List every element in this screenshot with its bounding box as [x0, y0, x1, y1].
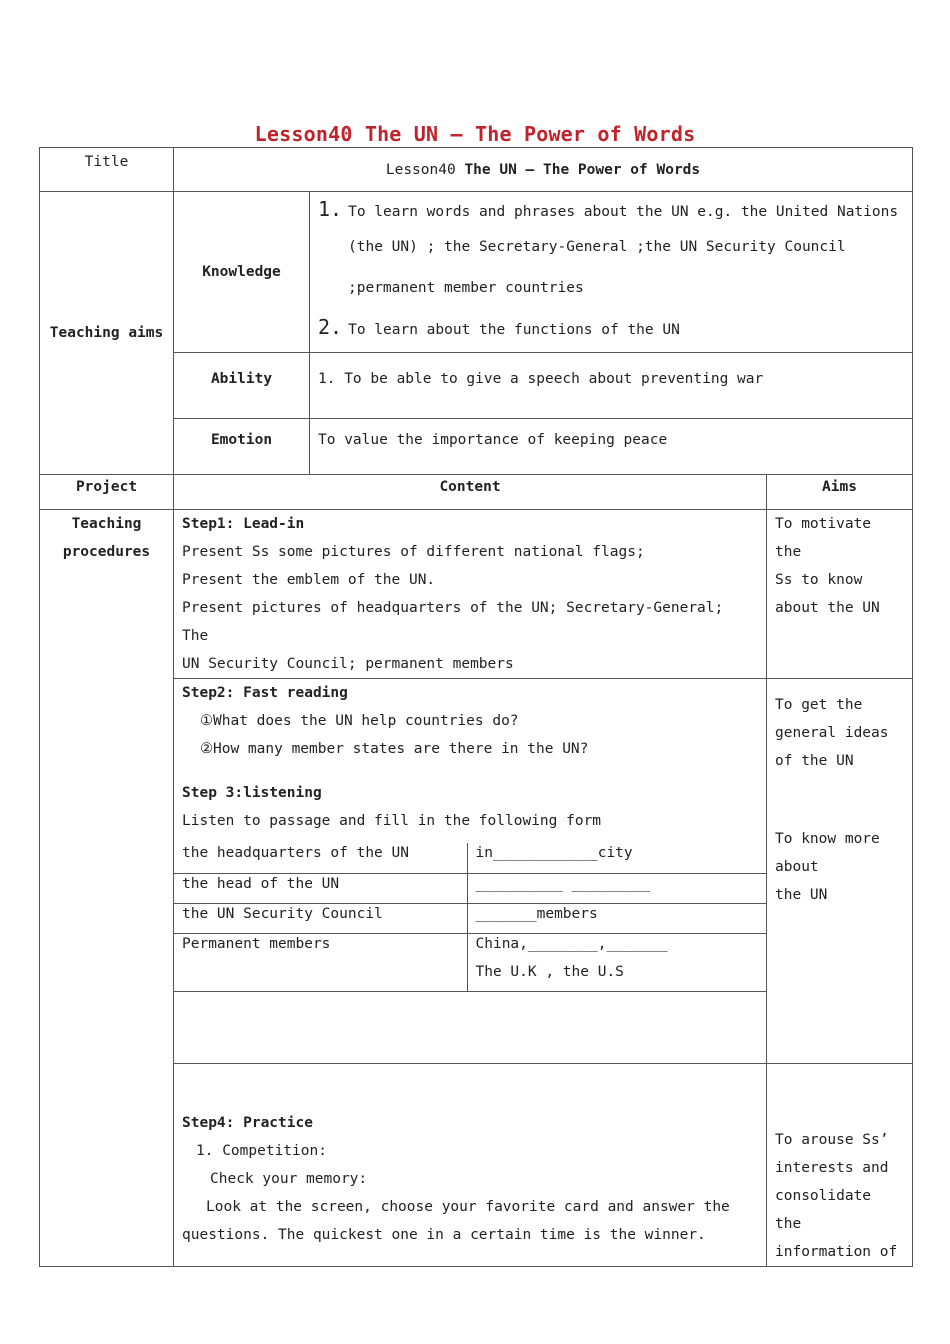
step1-title: Step1: Lead-in [182, 516, 305, 532]
step1-aims-line: To motivate the [775, 516, 872, 560]
form-cell-right [467, 933, 766, 991]
ability-label: Ability [210, 371, 273, 387]
step4-aims-line: consolidate the [775, 1188, 872, 1232]
header-project-cell [40, 475, 174, 510]
header-content-cell [174, 475, 767, 510]
form-cell-left: Permanent members [174, 933, 467, 991]
teaching-aims-label: Teaching aims [49, 325, 164, 341]
step3-aims-line: about [775, 859, 819, 875]
step2-step3-cell [174, 679, 767, 1064]
step2-question-1: ①What does the UN help countries do? [200, 713, 519, 729]
teaching-aims-label-cell [40, 192, 174, 475]
step4-item: 1. Competition: [196, 1143, 327, 1159]
step2-question-2: ②How many member states are there in the UN? [200, 741, 589, 757]
step1-line: Present pictures of headquarters of the UN; Secretary-General; The [182, 600, 724, 644]
step2-aims-line: general ideas [775, 725, 889, 741]
knowledge-item-1-line3: ;permanent member countries [348, 280, 584, 296]
teaching-procedures-label-line2: procedures [62, 544, 151, 560]
step4-line2: questions. The quickest one in a certain time is the winner. [182, 1227, 706, 1243]
step4-aims-line: information of [775, 1244, 898, 1260]
title-value-prefix: Lesson40 [385, 162, 456, 178]
document-title: Lesson40 The UN — The Power of Words [254, 122, 696, 146]
title-value-cell [174, 148, 913, 192]
lesson-plan-table [39, 147, 913, 1267]
knowledge-label: Knowledge [202, 264, 281, 280]
ability-content-cell [310, 353, 913, 419]
knowledge-item-1-line1: To learn words and phrases about the UN e.g. the United Nations [348, 204, 899, 220]
knowledge-item-1-line2: (the UN) ; the Secretary-General ;the UN Security Council [348, 239, 846, 255]
emotion-text: To value the importance of keeping peace [318, 432, 668, 448]
step1-line: Present the emblem of the UN. [182, 572, 436, 588]
form-cell-right: __________ _________ [467, 873, 766, 903]
step3-aims-line: To know more [775, 831, 880, 847]
step4-aims-cell [767, 1064, 913, 1267]
step3-title: Step 3:listening [182, 785, 322, 801]
form-cell-left: the head of the UN [174, 873, 467, 903]
emotion-label-cell [174, 419, 310, 475]
title-value-rest: The UN — The Power of Words [464, 162, 701, 178]
title-label: Title [84, 154, 129, 170]
header-aims-cell [767, 475, 913, 510]
step1-line: Present Ss some pictures of different national flags; [182, 544, 645, 560]
knowledge-item-2-text: To learn about the functions of the UN [348, 322, 680, 338]
form-cell-left: the UN Security Council [174, 903, 467, 933]
step2-aims-line: of the UN [775, 753, 854, 769]
header-aims: Aims [822, 479, 857, 495]
form-cell-left: the headquarters of the UN [174, 843, 467, 873]
ability-text: 1. To be able to give a speech about preventing war [318, 371, 764, 387]
step1-line: UN Security Council; permanent members [182, 656, 514, 672]
step1-aims-cell [767, 510, 913, 679]
step3-aims-line: the UN [775, 887, 828, 903]
knowledge-content-cell [310, 192, 913, 353]
ability-label-cell [174, 353, 310, 419]
knowledge-item-2-number: 2. [318, 315, 343, 339]
form-cell-right: _______members [467, 903, 766, 933]
teaching-procedures-label-line1: Teaching [71, 516, 142, 532]
step2-aims-line: To get the [775, 697, 863, 713]
knowledge-item-1-number: 1. [318, 197, 343, 221]
step4-line1: Look at the screen, choose your favorite card and answer the [206, 1199, 730, 1215]
emotion-content-cell [310, 419, 913, 475]
header-content: Content [439, 479, 501, 495]
step2-title: Step2: Fast reading [182, 685, 348, 701]
listening-form-table [174, 843, 766, 992]
teaching-procedures-label-cell [40, 510, 174, 1267]
step1-cell [174, 510, 767, 679]
form-cell-right-line1: China,________,_______ [475, 935, 668, 952]
header-project: Project [75, 479, 138, 495]
knowledge-label-cell [174, 192, 310, 353]
step1-aims-line: Ss to know [775, 572, 863, 588]
step1-aims-line: about the UN [775, 600, 880, 616]
title-label-cell [40, 148, 174, 192]
step4-sub: Check your memory: [210, 1171, 368, 1187]
emotion-label: Emotion [210, 432, 273, 448]
form-cell-right-line2: The U.K , the U.S [475, 963, 624, 980]
step2-step3-aims-cell [767, 679, 913, 1064]
step4-aims-line: To arouse Ss’ [775, 1132, 889, 1148]
step3-text: Listen to passage and fill in the following form [182, 813, 602, 829]
form-cell-right: in____________city [467, 843, 766, 873]
step4-aims-line: interests and [775, 1160, 889, 1176]
step4-title: Step4: Practice [182, 1115, 313, 1131]
step4-cell [174, 1064, 767, 1267]
